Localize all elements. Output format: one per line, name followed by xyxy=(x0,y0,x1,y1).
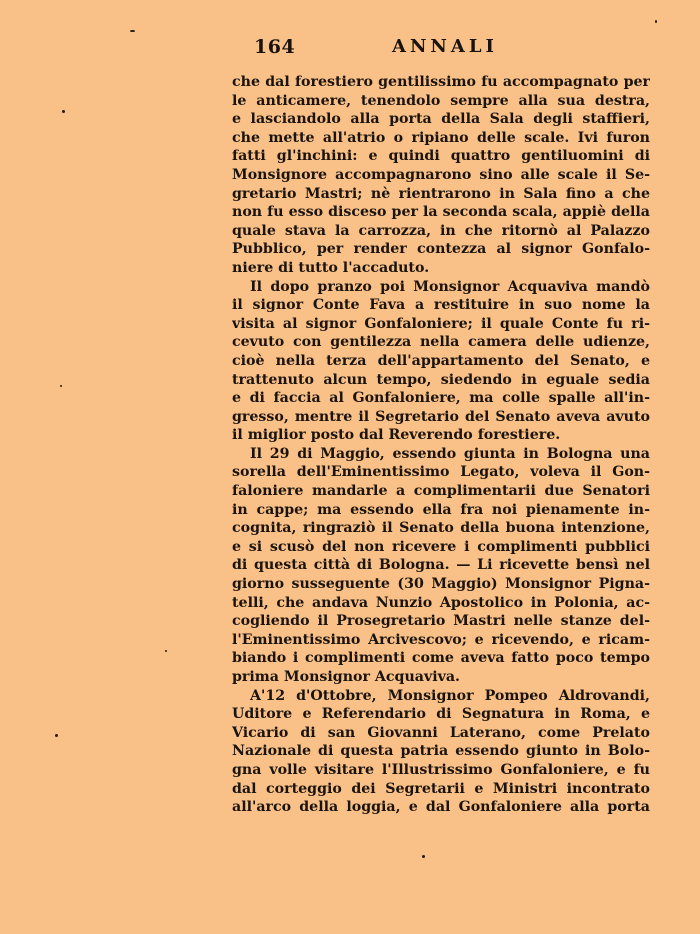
text-line: di questa città di Bologna. — Li ricevette bensì nel xyxy=(232,557,650,574)
text-line: A'12 d'Ottobre, Monsignor Pompeo Aldrovandi, xyxy=(250,687,650,704)
text-line: gna volle visitare l'Illustrissimo Gonfaloniere, e fu xyxy=(232,761,650,778)
scan-speck xyxy=(655,20,657,23)
text-line: e lasciandolo alla porta della Sala degli staffieri, xyxy=(232,111,650,128)
text-line: fatti gl'inchini: e quindi quattro gentiluomini di xyxy=(232,148,650,165)
text-line: cevuto con gentilezza nella camera delle udienze, xyxy=(232,334,650,351)
text-line: in cappe; ma essendo ella fra noi pienamente in- xyxy=(232,501,650,518)
text-line: Il dopo pranzo poi Monsignor Acquaviva mandò xyxy=(250,278,650,295)
running-head: ANNALI xyxy=(392,36,498,57)
paragraph xyxy=(232,278,650,445)
text-line: Nazionale di questa patria essendo giunto in Bolo- xyxy=(232,743,650,760)
text-line: non fu esso disceso per la seconda scala, appiè della xyxy=(232,204,650,221)
text-line: giorno susseguente (30 Maggio) Monsignor Pigna- xyxy=(232,576,650,593)
text-line: e di faccia al Gonfaloniere, ma colle spalle all'in- xyxy=(232,390,650,407)
text-line: che dal forestiero gentilissimo fu accompagnato per xyxy=(232,74,650,90)
scan-speck xyxy=(60,385,62,387)
body-text xyxy=(232,73,650,817)
text-line: all'arco della loggia, e dal Gonfaloniere alla porta xyxy=(232,799,650,816)
text-line: visita al signor Gonfaloniere; il quale Conte fu ri- xyxy=(232,315,650,332)
scan-speck xyxy=(62,110,65,113)
text-line: dal corteggio dei Segretarii e Ministri incontrato xyxy=(232,780,650,797)
scan-speck xyxy=(422,855,425,858)
text-line: Il 29 di Maggio, essendo giunta in Bologna una xyxy=(250,445,650,462)
text-line: Vicario di san Giovanni Laterano, come Prelato xyxy=(232,724,650,741)
text-line: Monsignore accompagnarono sino alle scale il Se- xyxy=(232,166,650,183)
text-line: biando i complimenti come aveva fatto poco tempo xyxy=(232,650,650,667)
text-line: cognita, ringraziò il Senato della buona intenzione, xyxy=(232,520,650,537)
page-number: 164 xyxy=(254,36,296,58)
scan-speck xyxy=(165,650,167,652)
text-line: l'Eminentissimo Arcivescovo; e ricevendo, e ricam- xyxy=(232,631,650,648)
paragraph xyxy=(232,445,650,687)
text-line: niere di tutto l'accaduto. xyxy=(232,259,430,276)
text-line: faloniere mandarle a complimentarii due Senatori xyxy=(232,483,650,500)
text-line: gretario Mastri; nè rientrarono in Sala fino a che xyxy=(232,185,650,202)
text-line: Uditore e Referendario di Segnatura in Roma, e xyxy=(232,706,650,723)
text-line: il miglior posto dal Reverendo forestiere. xyxy=(232,427,561,444)
text-line: prima Monsignor Acquaviva. xyxy=(232,669,460,685)
text-line: cogliendo il Prosegretario Mastri nelle stanze del- xyxy=(232,613,650,630)
scan-speck xyxy=(55,734,58,737)
paragraph xyxy=(232,73,650,278)
text-line: cioè nella terza dell'appartamento del Senato, e xyxy=(232,352,650,369)
text-line: le anticamere, tenendolo sempre alla sua destra, xyxy=(232,92,650,109)
paragraph xyxy=(232,687,650,817)
text-line: che mette all'atrio o ripiano delle scale. Ivi furon xyxy=(232,129,650,146)
text-line: telli, che andava Nunzio Apostolico in Polonia, ac- xyxy=(232,594,650,611)
scan-speck xyxy=(130,30,135,32)
text-line: e si scusò del non ricevere i complimenti pubblici xyxy=(232,538,650,555)
text-line: trattenuto alcun tempo, siedendo in eguale sedia xyxy=(232,371,650,388)
text-line: gresso, mentre il Segretario del Senato aveva avuto xyxy=(232,408,650,425)
text-line: Pubblico, per render contezza al signor Gonfalo- xyxy=(232,241,650,258)
page-header xyxy=(232,36,650,62)
text-line: sorella dell'Eminentissimo Legato, voleva il Gon- xyxy=(232,464,650,481)
text-line: il signor Conte Fava a restituire in suo nome la xyxy=(232,297,650,314)
text-line: quale stava la carrozza, in che ritornò al Palazzo xyxy=(232,222,650,239)
